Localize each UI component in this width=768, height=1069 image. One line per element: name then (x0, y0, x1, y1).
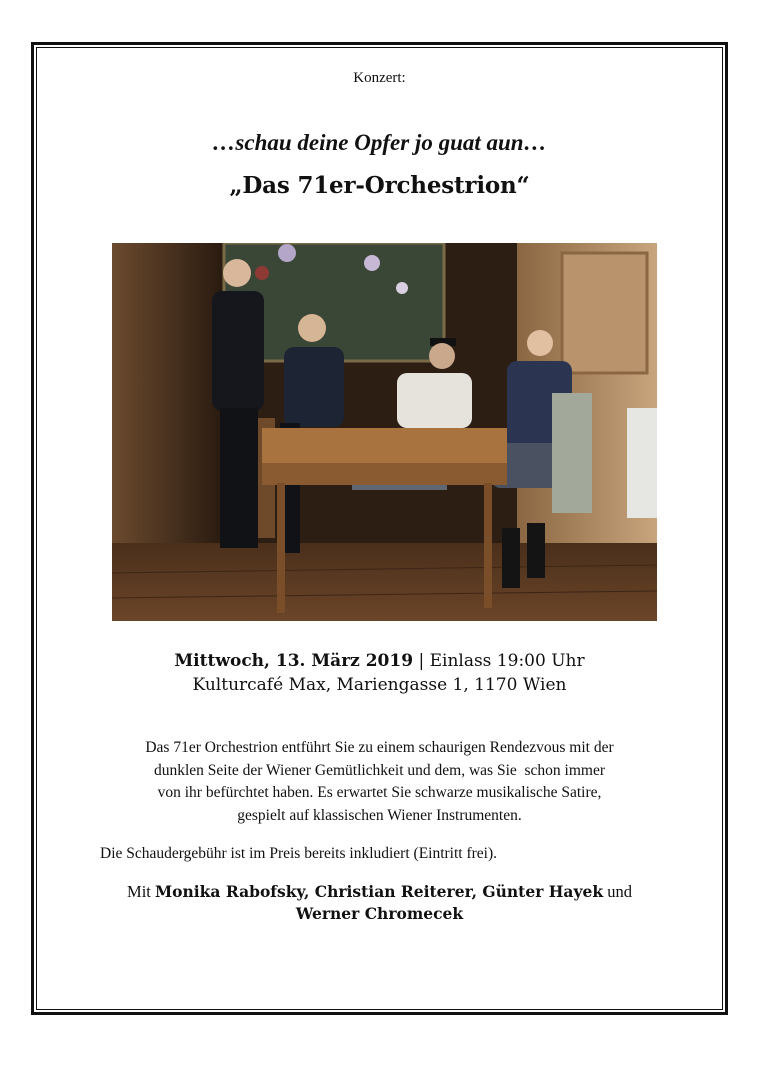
concert-title: …schau deine Opfer jo guat aun… (212, 130, 547, 155)
entry-fee-note: Die Schaudergebühr ist im Preis bereits inkludiert (Eintritt frei). (100, 845, 498, 862)
description-line: gespielt auf klassischen Wiener Instrumenten. (237, 806, 522, 824)
event-date-line (36, 651, 723, 671)
band-photo (112, 243, 657, 621)
radiator (627, 408, 657, 518)
musicians-names-last: Werner Chromecek (295, 904, 464, 923)
musicians-names: Monika Rabofsky, Christian Reiterer, Günter Hayek (155, 882, 604, 901)
floor (112, 543, 657, 621)
description-line: von ihr befürchtet haben. Es erwartet Sie schwarze musikalische Satire, (157, 784, 602, 801)
table (262, 428, 507, 463)
event-date: Mittwoch, 13. März 2019 (174, 651, 414, 671)
left-wall (112, 243, 222, 543)
intro-label: Konzert: (353, 70, 406, 86)
date-separator: | (413, 651, 430, 671)
musicians-prefix: Mit (127, 882, 156, 901)
musicians-list (36, 881, 723, 925)
person-2 (284, 347, 344, 427)
band-photo-illustration (112, 243, 657, 621)
description-line: dunklen Seite der Wiener Gemütlichkeit und dem, was Sie schon immer (153, 761, 606, 779)
description-line: Das 71er Orchestrion entführt Sie zu einem schaurigen Rendezvous mit der (145, 739, 614, 756)
person-1 (212, 291, 264, 411)
event-venue: Kulturcafé Max, Mariengasse 1, 1170 Wien (192, 675, 567, 695)
admission-time: Einlass 19:00 Uhr (429, 651, 585, 671)
band-name: „Das 71er-Orchestrion“ (229, 172, 530, 199)
event-description (36, 737, 723, 827)
person-3 (397, 373, 472, 428)
musicians-conjunction: und (603, 882, 632, 901)
